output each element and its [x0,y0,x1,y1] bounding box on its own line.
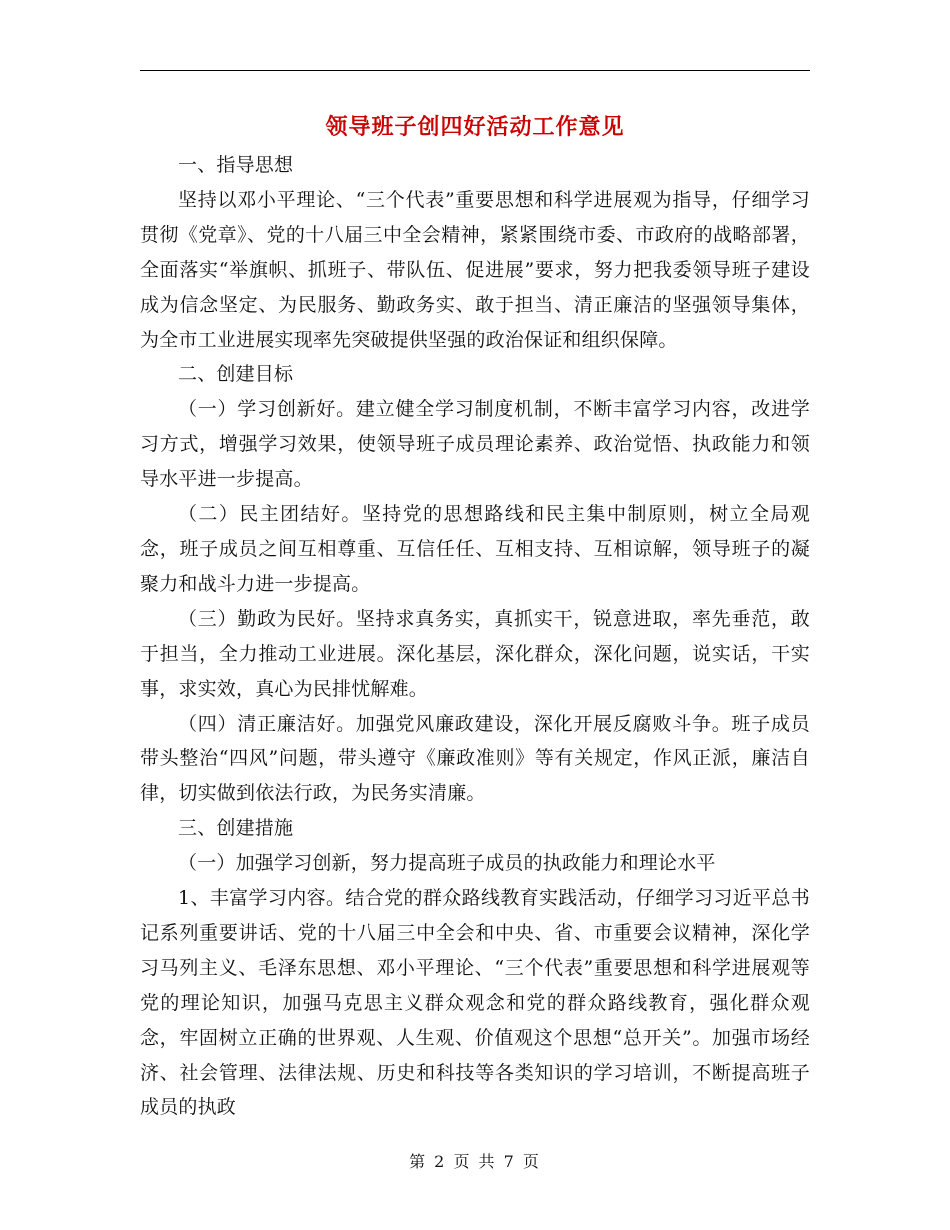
paragraph-goal-4: （四）清正廉洁好。加强党风廉政建设，深化开展反腐败斗争。班子成员带头整治“四风”问题，带头遵守《廉政准则》等有关规定，作风正派，廉洁自律，切实做到依法行政，为民务实清廉。 [140,712,810,805]
header-rule [140,70,810,71]
page-number: 第 2 页 共 7 页 [409,1152,541,1171]
subheading-measure-1: （一）加强学习创新，努力提高班子成员的执政能力和理论水平 [178,852,716,875]
paragraph-measure-1-1: 1、丰富学习内容。结合党的群众路线教育实践活动，仔细学习习近平总书记系列重要讲话、党的十八届三中全会和中央、省、市重要会议精神，深化学习马列主义、毛泽东思想、邓小平理论、“三个代表”重要思想和科学进展观等党的理论知识，加强马克思主义群众观念和党的群众路线教育，强化群众观念，牢固树立正确的世界观、人生观、价值观这个思想“总开关”。加强市场经济、社会管理、法律法规、历史和科技等各类知识的学习培训，不断提高班子成员的执政 [140,887,810,1119]
heading-guiding-thought: 一、指导思想 [178,154,294,176]
paragraph-goal-1: （一）学习创新好。建立健全学习制度机制，不断丰富学习内容，改进学习方式，增强学习效果，使领导班子成员理论素养、政治觉悟、执政能力和领导水平进一步提高。 [140,398,810,491]
document-body [140,148,810,1125]
paragraph-guiding-thought: 坚持以邓小平理论、“三个代表”重要思想和科学进展观为指导，仔细学习贯彻《党章》、党的十八届三中全会精神，紧紧围绕市委、市政府的战略部署，全面落实“举旗帜、抓班子、带队伍、促进展”要求，努力把我委领导班子建设成为信念坚定、为民服务、勤政务实、敢于担当、清正廉洁的坚强领导集体，为全市工业进展实现率先突破提供坚强的政治保证和组织保障。 [140,188,810,351]
paragraph-goal-2: （二）民主团结好。坚持党的思想路线和民主集中制原则，树立全局观念，班子成员之间互相尊重、互信任任、互相支持、互相谅解，领导班子的凝聚力和战斗力进一步提高。 [140,503,810,595]
heading-measures: 三、创建措施 [178,817,294,840]
heading-goals: 二、创建目标 [178,363,294,386]
document-title: 领导班子创四好活动工作意见 [325,114,625,140]
paragraph-goal-3: （三）勤政为民好。坚持求真务实，真抓实干，锐意进取，率先垂范，敢于担当，全力推动工业进展。深化基层，深化群众，深化问题，说实话，干实事，求实效，真心为民排忧解难。 [140,607,810,700]
